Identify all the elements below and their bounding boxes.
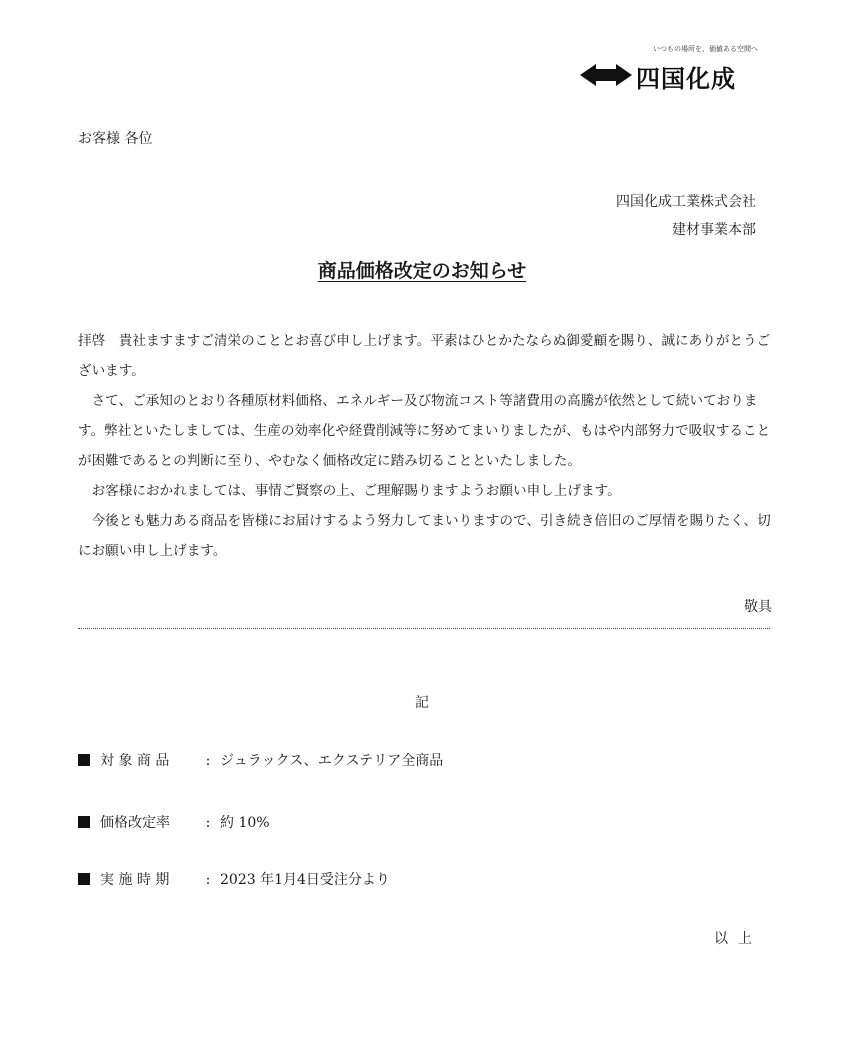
item-label: 価格改定率 [100,815,170,831]
sender-company: 四国化成工業株式会社 [616,194,756,210]
logo-tagline: いつもの場所を、価値ある空間へ [653,45,758,53]
bullet-square-icon [78,816,90,828]
item-target-products [78,750,443,770]
item-effective-date [78,869,390,889]
ki-heading: 記 [415,695,429,711]
item-value: 2023 年1月4日受注分より [220,872,390,888]
sender-block [616,188,756,244]
bullet-square-icon [78,754,90,766]
dotted-divider [78,628,770,629]
body-paragraph: お客様におかれましては、事情ご賢察の上、ご理解賜りますようお願い申し上げます。 [91,483,621,499]
item-price-rate [78,812,270,832]
item-label: 対 象 商 品 [100,753,170,769]
item-value: ジュラックス、エクステリア全商品 [220,753,444,769]
company-logo-icon [580,62,632,88]
bullet-square-icon [78,873,90,885]
sender-division: 建材事業本部 [672,222,756,238]
letter-body [78,326,778,566]
item-separator: : [205,872,211,888]
document-title-text: 商品価格改定のお知らせ [317,260,527,282]
item-separator: : [205,815,211,831]
recipient: お客様 各位 [78,131,153,147]
item-value: 約 10% [220,815,270,831]
body-paragraph: 今後とも魅力ある商品を皆様にお届けするよう努力してまいりますので、引き続き倍旧のご厚情を賜りたく、切にお願い申し上げます。 [78,513,771,559]
body-paragraph: さて、ご承知のとおり各種原材料価格、エネルギー及び物流コスト等諸費用の高騰が依然として続いております。弊社といたしましては、生産の効率化や経費削減等に努めてまいりましたが、もはや内部努力で吸収することが困難であるとの判断に至り、やむなく価格改定に踏み切ることといたしました。 [78,393,771,469]
document-title [0,256,844,283]
item-separator: : [205,753,211,769]
closing-word: 敬具 [744,599,772,615]
logo-name: 四国化成 [636,65,736,93]
end-mark: 以上 [714,931,762,947]
body-paragraph: 拝啓 貴社ますますご清栄のこととお喜び申し上げます。平素はひとかたならぬ御愛顧を賜り、誠にありがとうございます。 [78,333,771,379]
item-label: 実 施 時 期 [100,872,170,888]
